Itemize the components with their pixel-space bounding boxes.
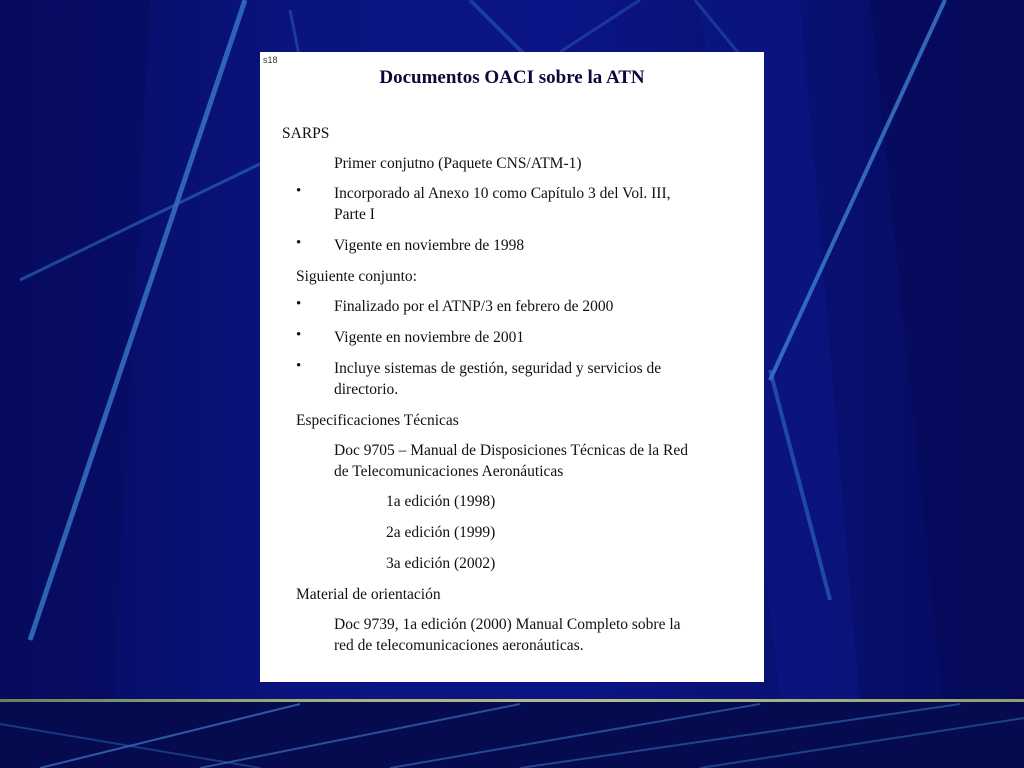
heading-siguiente-conjunto: Siguiente conjunto:: [296, 268, 417, 285]
floor-streaks: [0, 700, 1024, 768]
heading-especificaciones: Especificaciones Técnicas: [296, 412, 459, 429]
floor-streak-b: [200, 704, 520, 768]
slide-content-card: [260, 52, 764, 682]
floor-streak-f: [0, 724, 260, 768]
streak-top-mid2: [560, 0, 640, 52]
line-edicion-2: 2a edición (1999): [386, 524, 496, 541]
line-primer-conjunto: Primer conjutno (Paquete CNS/ATM-1): [334, 155, 582, 172]
line-doc9705: Doc 9705 – Manual de Disposiciones Técnicas de la Red: [334, 442, 688, 459]
line-incorporado: Incorporado al Anexo 10 como Capítulo 3 del Vol. III,: [334, 185, 671, 202]
streak-top-mid: [470, 0, 530, 60]
bullet-dot: •: [296, 296, 302, 312]
bullet-dot: •: [296, 327, 302, 343]
line-vigente-1998: Vigente en noviembre de 1998: [334, 237, 525, 254]
line-edicion-1: 1a edición (1998): [386, 493, 496, 510]
floor-streak-d: [520, 704, 960, 768]
floor-streak-a: [40, 704, 300, 768]
floor-streak-c: [390, 704, 760, 768]
heading-material-orientacion: Material de orientación: [296, 586, 441, 603]
line-finalizado: Finalizado por el ATNP/3 en febrero de 2000: [334, 298, 614, 315]
line-doc9705-cont: de Telecomunicaciones Aeronáuticas: [334, 463, 564, 480]
bullet-dot: •: [296, 183, 302, 199]
bullet-dot: •: [296, 235, 302, 251]
bullet-dot: •: [296, 358, 302, 374]
heading-sarps: SARPS: [282, 125, 330, 142]
slide-title: Documentos OACI sobre la ATN: [379, 67, 645, 88]
slide-number: s18: [263, 55, 278, 65]
line-incluye: Incluye sistemas de gestión, seguridad y servicios de: [334, 360, 662, 377]
line-incorporado-cont: Parte I: [334, 206, 375, 223]
line-vigente-2001: Vigente en noviembre de 2001: [334, 329, 525, 346]
line-doc9739: Doc 9739, 1a edición (2000) Manual Completo sobre la: [334, 616, 681, 633]
line-incluye-cont: directorio.: [334, 381, 399, 398]
shade-band-left: [0, 0, 150, 768]
line-edicion-3: 3a edición (2002): [386, 555, 496, 572]
floor-streak-e: [700, 718, 1024, 768]
line-doc9739-cont: red de telecomunicaciones aeronáuticas.: [334, 637, 584, 654]
